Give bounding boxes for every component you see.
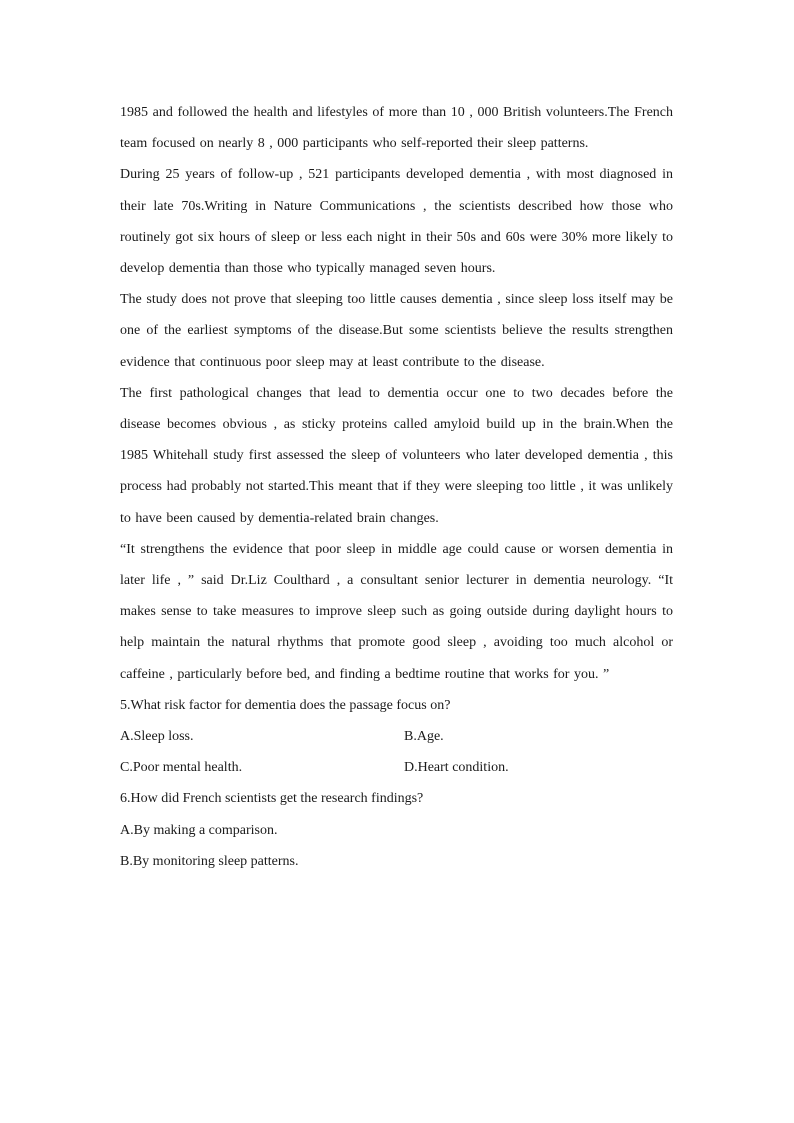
question-5-options-row-2 <box>120 752 673 783</box>
passage-paragraph-1: 1985 and followed the health and lifestyles of more than 10 , 000 British volunteers.The French team focused on nearly 8 , 000 participants who self-reported their sleep patterns. <box>120 105 673 152</box>
question-6-option-b: B.By monitoring sleep patterns. <box>120 853 299 869</box>
question-5-option-c: C.Poor mental health. <box>120 760 243 776</box>
question-5-option-a: A.Sleep loss. <box>120 729 194 745</box>
question-5-options-row-1 <box>120 721 673 752</box>
question-5-option-b: B.Age. <box>404 729 444 745</box>
passage-paragraph-3: The study does not prove that sleeping too little causes dementia , since sleep loss itself may be one of the earliest symptoms of the disease.But some scientists believe the results strengthen evidence that continuous poor sleep may at least contribute to the disease. <box>120 292 673 370</box>
document-page <box>120 97 673 877</box>
question-6-stem: 6.How did French scientists get the research findings? <box>120 791 424 807</box>
question-6-option-a: A.By making a comparison. <box>120 822 278 838</box>
passage-paragraph-5: “It strengthens the evidence that poor sleep in middle age could cause or worsen dementia in later life , ” said Dr.Liz Coulthard , a consultant senior lecturer in dementia neurology. “It makes sense to take measures to improve sleep such as going outside during daylight hours to help maintain the natural rhythms that promote good sleep , avoiding too much alcohol or caffeine , particularly before bed, and finding a bedtime routine that works for you. ” <box>120 541 673 682</box>
question-5-stem: 5.What risk factor for dementia does the passage focus on? <box>120 697 451 713</box>
passage-paragraph-2: During 25 years of follow-up , 521 participants developed dementia , with most diagnosed in their late 70s.Writing in Nature Communications , the scientists described how those who routinely got six hours of sleep or less each night in their 50s and 60s were 30% more likely to develop dementia than those who typically managed seven hours. <box>120 167 673 277</box>
passage-paragraph-4: The first pathological changes that lead to dementia occur one to two decades before the disease becomes obvious , as sticky proteins called amyloid build up in the brain.When the 1985 Whitehall study first assessed the sleep of volunteers who later developed dementia , this process had probably not started.This meant that if they were sleeping too little , it was unlikely to have been caused by dementia-related brain changes. <box>120 385 673 526</box>
question-5-option-d: D.Heart condition. <box>404 760 509 776</box>
